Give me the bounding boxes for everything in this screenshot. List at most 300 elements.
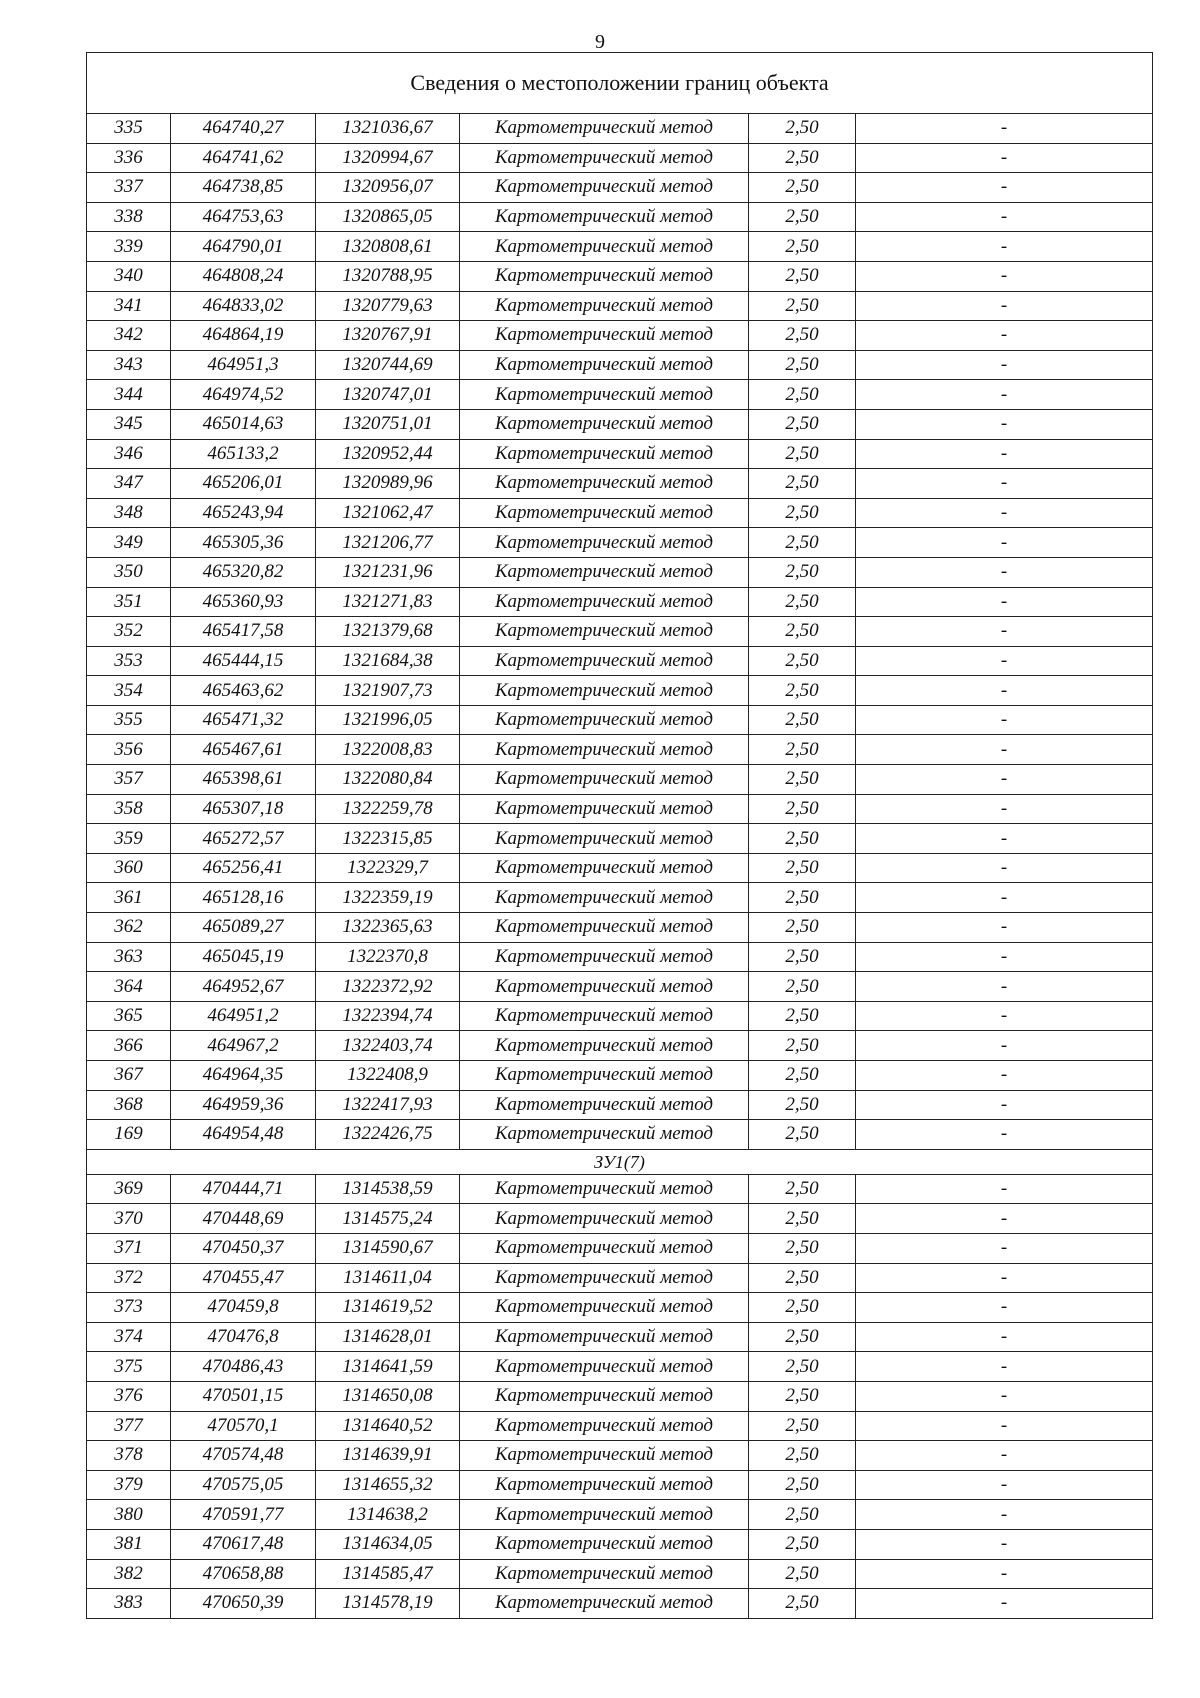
description-cell: - (856, 409, 1153, 439)
accuracy-cell: 2,50 (749, 409, 856, 439)
point-number-cell: 365 (87, 1001, 171, 1031)
y-coordinate-cell: 1320779,63 (316, 291, 460, 321)
point-number-cell: 354 (87, 676, 171, 706)
point-number-cell: 383 (87, 1589, 171, 1619)
table-row (87, 350, 1153, 380)
method-cell: Картометрический метод (460, 350, 749, 380)
table-row (87, 1352, 1153, 1382)
table-row (87, 498, 1153, 528)
accuracy-cell: 2,50 (749, 794, 856, 824)
y-coordinate-cell: 1314578,19 (316, 1589, 460, 1619)
accuracy-cell: 2,50 (749, 232, 856, 262)
accuracy-cell: 2,50 (749, 972, 856, 1002)
y-coordinate-cell: 1314655,32 (316, 1470, 460, 1500)
y-coordinate-cell: 1320994,67 (316, 143, 460, 173)
accuracy-cell: 2,50 (749, 617, 856, 647)
y-coordinate-cell: 1314641,59 (316, 1352, 460, 1382)
method-cell: Картометрический метод (460, 1120, 749, 1150)
method-cell: Картометрический метод (460, 439, 749, 469)
accuracy-cell: 2,50 (749, 469, 856, 499)
x-coordinate-cell: 465256,41 (171, 853, 316, 883)
x-coordinate-cell: 464740,27 (171, 114, 316, 144)
y-coordinate-cell: 1322408,9 (316, 1061, 460, 1091)
table-row (87, 1263, 1153, 1293)
x-coordinate-cell: 470570,1 (171, 1411, 316, 1441)
y-coordinate-cell: 1322370,8 (316, 942, 460, 972)
point-number-cell: 352 (87, 617, 171, 647)
x-coordinate-cell: 470486,43 (171, 1352, 316, 1382)
point-number-cell: 381 (87, 1529, 171, 1559)
accuracy-cell: 2,50 (749, 1120, 856, 1150)
y-coordinate-cell: 1314638,2 (316, 1500, 460, 1530)
y-coordinate-cell: 1322315,85 (316, 824, 460, 854)
description-cell: - (856, 942, 1153, 972)
table-row (87, 1120, 1153, 1150)
method-cell: Картометрический метод (460, 202, 749, 232)
method-cell: Картометрический метод (460, 173, 749, 203)
description-cell: - (856, 765, 1153, 795)
description-cell: - (856, 883, 1153, 913)
point-number-cell: 350 (87, 557, 171, 587)
table-row (87, 676, 1153, 706)
x-coordinate-cell: 465467,61 (171, 735, 316, 765)
description-cell: - (856, 794, 1153, 824)
table-row (87, 942, 1153, 972)
method-cell: Картометрический метод (460, 1470, 749, 1500)
method-cell: Картометрический метод (460, 469, 749, 499)
point-number-cell: 375 (87, 1352, 171, 1382)
method-cell: Картометрический метод (460, 380, 749, 410)
y-coordinate-cell: 1321231,96 (316, 557, 460, 587)
x-coordinate-cell: 464974,52 (171, 380, 316, 410)
method-cell: Картометрический метод (460, 1411, 749, 1441)
point-number-cell: 358 (87, 794, 171, 824)
x-coordinate-cell: 470459,8 (171, 1293, 316, 1323)
method-cell: Картометрический метод (460, 705, 749, 735)
point-number-cell: 335 (87, 114, 171, 144)
x-coordinate-cell: 465014,63 (171, 409, 316, 439)
point-number-cell: 359 (87, 824, 171, 854)
x-coordinate-cell: 465305,36 (171, 528, 316, 558)
x-coordinate-cell: 465360,93 (171, 587, 316, 617)
x-coordinate-cell: 470617,48 (171, 1529, 316, 1559)
table-row (87, 1589, 1153, 1619)
y-coordinate-cell: 1314628,01 (316, 1322, 460, 1352)
description-cell: - (856, 1500, 1153, 1530)
accuracy-cell: 2,50 (749, 498, 856, 528)
point-number-cell: 337 (87, 173, 171, 203)
table-row (87, 587, 1153, 617)
method-cell: Картометрический метод (460, 1529, 749, 1559)
point-number-cell: 347 (87, 469, 171, 499)
table-row (87, 143, 1153, 173)
accuracy-cell: 2,50 (749, 261, 856, 291)
table-row (87, 705, 1153, 735)
x-coordinate-cell: 470501,15 (171, 1381, 316, 1411)
method-cell: Картометрический метод (460, 114, 749, 144)
description-cell: - (856, 587, 1153, 617)
method-cell: Картометрический метод (460, 498, 749, 528)
y-coordinate-cell: 1320747,01 (316, 380, 460, 410)
point-number-cell: 364 (87, 972, 171, 1002)
x-coordinate-cell: 465243,94 (171, 498, 316, 528)
y-coordinate-cell: 1320952,44 (316, 439, 460, 469)
accuracy-cell: 2,50 (749, 853, 856, 883)
description-cell: - (856, 557, 1153, 587)
table-row (87, 1061, 1153, 1091)
x-coordinate-cell: 464741,62 (171, 143, 316, 173)
description-cell: - (856, 1263, 1153, 1293)
table-row (87, 883, 1153, 913)
point-number-cell: 362 (87, 913, 171, 943)
table-row (87, 765, 1153, 795)
accuracy-cell: 2,50 (749, 1559, 856, 1589)
method-cell: Картометрический метод (460, 1031, 749, 1061)
method-cell: Картометрический метод (460, 646, 749, 676)
y-coordinate-cell: 1320788,95 (316, 261, 460, 291)
method-cell: Картометрический метод (460, 1174, 749, 1204)
table-row (87, 1174, 1153, 1204)
accuracy-cell: 2,50 (749, 557, 856, 587)
method-cell: Картометрический метод (460, 883, 749, 913)
method-cell: Картометрический метод (460, 765, 749, 795)
method-cell: Картометрический метод (460, 1061, 749, 1091)
table-row (87, 1031, 1153, 1061)
x-coordinate-cell: 470650,39 (171, 1589, 316, 1619)
method-cell: Картометрический метод (460, 735, 749, 765)
point-number-cell: 361 (87, 883, 171, 913)
y-coordinate-cell: 1322359,19 (316, 883, 460, 913)
point-number-cell: 374 (87, 1322, 171, 1352)
accuracy-cell: 2,50 (749, 1031, 856, 1061)
point-number-cell: 377 (87, 1411, 171, 1441)
description-cell: - (856, 1120, 1153, 1150)
point-number-cell: 342 (87, 321, 171, 351)
point-number-cell: 356 (87, 735, 171, 765)
x-coordinate-cell: 465398,61 (171, 765, 316, 795)
description-cell: - (856, 1001, 1153, 1031)
point-number-cell: 349 (87, 528, 171, 558)
point-number-cell: 372 (87, 1263, 171, 1293)
accuracy-cell: 2,50 (749, 1529, 856, 1559)
description-cell: - (856, 1031, 1153, 1061)
description-cell: - (856, 143, 1153, 173)
table-row (87, 232, 1153, 262)
accuracy-cell: 2,50 (749, 1322, 856, 1352)
boundary-coordinates-table (86, 52, 1153, 1619)
table-row (87, 291, 1153, 321)
accuracy-cell: 2,50 (749, 1381, 856, 1411)
description-cell: - (856, 380, 1153, 410)
x-coordinate-cell: 465444,15 (171, 646, 316, 676)
x-coordinate-cell: 470575,05 (171, 1470, 316, 1500)
table-row (87, 557, 1153, 587)
x-coordinate-cell: 465128,16 (171, 883, 316, 913)
x-coordinate-cell: 470450,37 (171, 1233, 316, 1263)
table-row (87, 173, 1153, 203)
method-cell: Картометрический метод (460, 1001, 749, 1031)
y-coordinate-cell: 1321379,68 (316, 617, 460, 647)
table-row (87, 439, 1153, 469)
method-cell: Картометрический метод (460, 261, 749, 291)
method-cell: Картометрический метод (460, 557, 749, 587)
x-coordinate-cell: 470455,47 (171, 1263, 316, 1293)
accuracy-cell: 2,50 (749, 173, 856, 203)
table-row (87, 824, 1153, 854)
point-number-cell: 367 (87, 1061, 171, 1091)
description-cell: - (856, 439, 1153, 469)
y-coordinate-cell: 1321271,83 (316, 587, 460, 617)
accuracy-cell: 2,50 (749, 143, 856, 173)
x-coordinate-cell: 465272,57 (171, 824, 316, 854)
y-coordinate-cell: 1322394,74 (316, 1001, 460, 1031)
method-cell: Картометрический метод (460, 617, 749, 647)
point-number-cell: 360 (87, 853, 171, 883)
x-coordinate-cell: 470591,77 (171, 1500, 316, 1530)
y-coordinate-cell: 1322417,93 (316, 1090, 460, 1120)
table-title-row (87, 53, 1153, 114)
description-cell: - (856, 676, 1153, 706)
x-coordinate-cell: 464951,3 (171, 350, 316, 380)
y-coordinate-cell: 1320767,91 (316, 321, 460, 351)
description-cell: - (856, 291, 1153, 321)
description-cell: - (856, 853, 1153, 883)
x-coordinate-cell: 465463,62 (171, 676, 316, 706)
accuracy-cell: 2,50 (749, 705, 856, 735)
y-coordinate-cell: 1314640,52 (316, 1411, 460, 1441)
accuracy-cell: 2,50 (749, 1470, 856, 1500)
description-cell: - (856, 972, 1153, 1002)
point-number-cell: 373 (87, 1293, 171, 1323)
x-coordinate-cell: 470574,48 (171, 1441, 316, 1471)
x-coordinate-cell: 464951,2 (171, 1001, 316, 1031)
table-row (87, 202, 1153, 232)
point-number-cell: 376 (87, 1381, 171, 1411)
y-coordinate-cell: 1322403,74 (316, 1031, 460, 1061)
table-row (87, 913, 1153, 943)
accuracy-cell: 2,50 (749, 1352, 856, 1382)
y-coordinate-cell: 1321996,05 (316, 705, 460, 735)
point-number-cell: 378 (87, 1441, 171, 1471)
x-coordinate-cell: 464964,35 (171, 1061, 316, 1091)
method-cell: Картометрический метод (460, 143, 749, 173)
point-number-cell: 346 (87, 439, 171, 469)
accuracy-cell: 2,50 (749, 1090, 856, 1120)
method-cell: Картометрический метод (460, 1381, 749, 1411)
accuracy-cell: 2,50 (749, 528, 856, 558)
table-row (87, 114, 1153, 144)
table-row (87, 1001, 1153, 1031)
description-cell: - (856, 1441, 1153, 1471)
accuracy-cell: 2,50 (749, 380, 856, 410)
y-coordinate-cell: 1314585,47 (316, 1559, 460, 1589)
method-cell: Картометрический метод (460, 1322, 749, 1352)
description-cell: - (856, 202, 1153, 232)
method-cell: Картометрический метод (460, 1293, 749, 1323)
x-coordinate-cell: 465089,27 (171, 913, 316, 943)
accuracy-cell: 2,50 (749, 942, 856, 972)
x-coordinate-cell: 464952,67 (171, 972, 316, 1002)
x-coordinate-cell: 470476,8 (171, 1322, 316, 1352)
table-row (87, 735, 1153, 765)
table-row (87, 794, 1153, 824)
description-cell: - (856, 913, 1153, 943)
table-row (87, 853, 1153, 883)
description-cell: - (856, 173, 1153, 203)
point-number-cell: 348 (87, 498, 171, 528)
point-number-cell: 340 (87, 261, 171, 291)
y-coordinate-cell: 1314575,24 (316, 1204, 460, 1234)
method-cell: Картометрический метод (460, 1233, 749, 1263)
method-cell: Картометрический метод (460, 942, 749, 972)
table-row (87, 1381, 1153, 1411)
y-coordinate-cell: 1321206,77 (316, 528, 460, 558)
method-cell: Картометрический метод (460, 972, 749, 1002)
section-row (87, 1149, 1153, 1174)
point-number-cell: 379 (87, 1470, 171, 1500)
accuracy-cell: 2,50 (749, 587, 856, 617)
method-cell: Картометрический метод (460, 913, 749, 943)
y-coordinate-cell: 1322080,84 (316, 765, 460, 795)
point-number-cell: 369 (87, 1174, 171, 1204)
description-cell: - (856, 1559, 1153, 1589)
accuracy-cell: 2,50 (749, 765, 856, 795)
table-row (87, 1500, 1153, 1530)
method-cell: Картометрический метод (460, 321, 749, 351)
x-coordinate-cell: 470658,88 (171, 1559, 316, 1589)
description-cell: - (856, 1174, 1153, 1204)
method-cell: Картометрический метод (460, 1090, 749, 1120)
table-row (87, 1441, 1153, 1471)
table-row (87, 646, 1153, 676)
y-coordinate-cell: 1321907,73 (316, 676, 460, 706)
table-row (87, 1090, 1153, 1120)
y-coordinate-cell: 1314590,67 (316, 1233, 460, 1263)
y-coordinate-cell: 1322365,63 (316, 913, 460, 943)
table-row (87, 469, 1153, 499)
x-coordinate-cell: 465471,32 (171, 705, 316, 735)
x-coordinate-cell: 464967,2 (171, 1031, 316, 1061)
y-coordinate-cell: 1314634,05 (316, 1529, 460, 1559)
page-number: 9 (595, 31, 605, 53)
y-coordinate-cell: 1314650,08 (316, 1381, 460, 1411)
table-body (87, 53, 1153, 1619)
x-coordinate-cell: 464790,01 (171, 232, 316, 262)
method-cell: Картометрический метод (460, 528, 749, 558)
x-coordinate-cell: 464738,85 (171, 173, 316, 203)
description-cell: - (856, 1204, 1153, 1234)
description-cell: - (856, 1090, 1153, 1120)
method-cell: Картометрический метод (460, 1204, 749, 1234)
point-number-cell: 169 (87, 1120, 171, 1150)
method-cell: Картометрический метод (460, 1263, 749, 1293)
table-row (87, 261, 1153, 291)
accuracy-cell: 2,50 (749, 913, 856, 943)
accuracy-cell: 2,50 (749, 1263, 856, 1293)
accuracy-cell: 2,50 (749, 824, 856, 854)
accuracy-cell: 2,50 (749, 1174, 856, 1204)
y-coordinate-cell: 1321062,47 (316, 498, 460, 528)
y-coordinate-cell: 1320989,96 (316, 469, 460, 499)
accuracy-cell: 2,50 (749, 114, 856, 144)
method-cell: Картометрический метод (460, 853, 749, 883)
y-coordinate-cell: 1320808,61 (316, 232, 460, 262)
x-coordinate-cell: 464864,19 (171, 321, 316, 351)
section-label: ЗУ1(7) (87, 1149, 1153, 1174)
accuracy-cell: 2,50 (749, 1411, 856, 1441)
x-coordinate-cell: 470444,71 (171, 1174, 316, 1204)
description-cell: - (856, 735, 1153, 765)
description-cell: - (856, 469, 1153, 499)
table-row (87, 972, 1153, 1002)
y-coordinate-cell: 1314538,59 (316, 1174, 460, 1204)
description-cell: - (856, 498, 1153, 528)
y-coordinate-cell: 1320751,01 (316, 409, 460, 439)
accuracy-cell: 2,50 (749, 646, 856, 676)
accuracy-cell: 2,50 (749, 1001, 856, 1031)
table-row (87, 1529, 1153, 1559)
y-coordinate-cell: 1320744,69 (316, 350, 460, 380)
method-cell: Картометрический метод (460, 1500, 749, 1530)
description-cell: - (856, 528, 1153, 558)
x-coordinate-cell: 464753,63 (171, 202, 316, 232)
accuracy-cell: 2,50 (749, 202, 856, 232)
method-cell: Картометрический метод (460, 676, 749, 706)
point-number-cell: 341 (87, 291, 171, 321)
y-coordinate-cell: 1322372,92 (316, 972, 460, 1002)
x-coordinate-cell: 470448,69 (171, 1204, 316, 1234)
x-coordinate-cell: 465307,18 (171, 794, 316, 824)
accuracy-cell: 2,50 (749, 439, 856, 469)
accuracy-cell: 2,50 (749, 1061, 856, 1091)
point-number-cell: 380 (87, 1500, 171, 1530)
table-row (87, 617, 1153, 647)
description-cell: - (856, 1322, 1153, 1352)
method-cell: Картометрический метод (460, 587, 749, 617)
method-cell: Картометрический метод (460, 232, 749, 262)
accuracy-cell: 2,50 (749, 1441, 856, 1471)
x-coordinate-cell: 464808,24 (171, 261, 316, 291)
point-number-cell: 345 (87, 409, 171, 439)
point-number-cell: 370 (87, 1204, 171, 1234)
description-cell: - (856, 1470, 1153, 1500)
point-number-cell: 353 (87, 646, 171, 676)
y-coordinate-cell: 1320956,07 (316, 173, 460, 203)
description-cell: - (856, 1381, 1153, 1411)
table-row (87, 1470, 1153, 1500)
accuracy-cell: 2,50 (749, 1589, 856, 1619)
method-cell: Картометрический метод (460, 291, 749, 321)
point-number-cell: 366 (87, 1031, 171, 1061)
description-cell: - (856, 232, 1153, 262)
description-cell: - (856, 646, 1153, 676)
y-coordinate-cell: 1322329,7 (316, 853, 460, 883)
description-cell: - (856, 261, 1153, 291)
point-number-cell: 343 (87, 350, 171, 380)
y-coordinate-cell: 1321684,38 (316, 646, 460, 676)
point-number-cell: 363 (87, 942, 171, 972)
table-row (87, 380, 1153, 410)
description-cell: - (856, 824, 1153, 854)
x-coordinate-cell: 465133,2 (171, 439, 316, 469)
description-cell: - (856, 350, 1153, 380)
table-row (87, 1559, 1153, 1589)
accuracy-cell: 2,50 (749, 1500, 856, 1530)
point-number-cell: 368 (87, 1090, 171, 1120)
table-row (87, 409, 1153, 439)
method-cell: Картометрический метод (460, 1559, 749, 1589)
y-coordinate-cell: 1322008,83 (316, 735, 460, 765)
